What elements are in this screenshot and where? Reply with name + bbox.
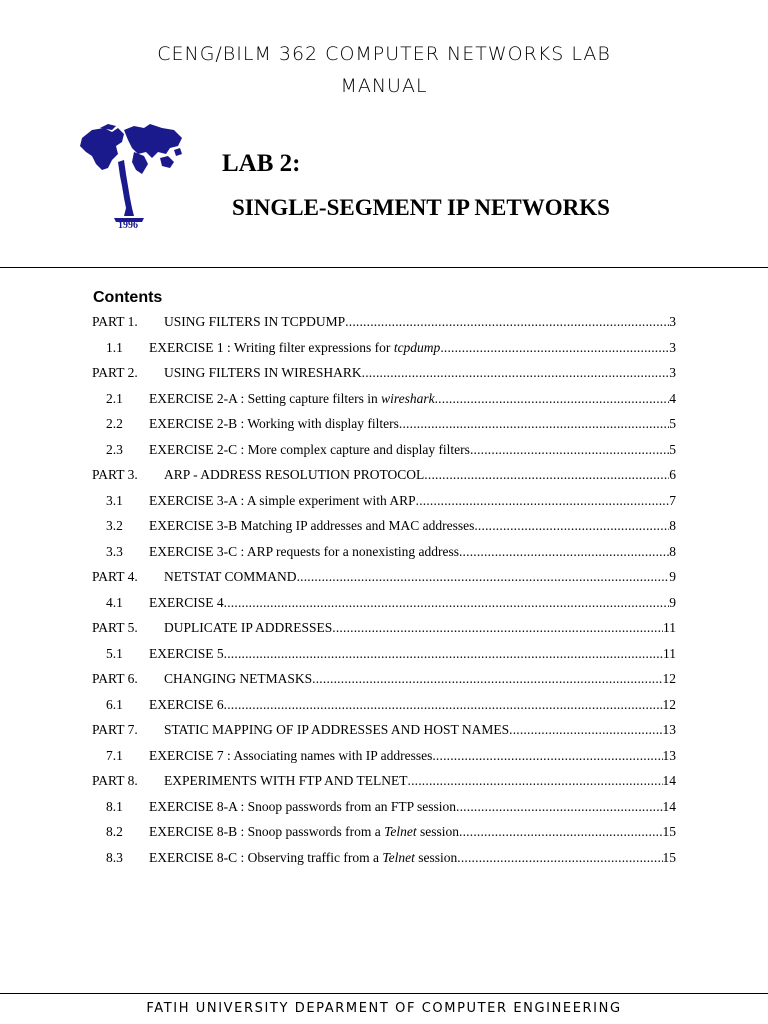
toc-entry-number: 8.2	[106, 824, 123, 839]
logo-year: 1996	[118, 220, 138, 231]
toc-page-number: 9	[669, 594, 676, 610]
toc-leader-dots	[312, 668, 662, 690]
toc-page-number: 12	[662, 671, 676, 686]
toc-entry-title	[149, 694, 224, 716]
toc-part-entry[interactable]	[92, 566, 676, 592]
toc-part-entry[interactable]	[92, 362, 676, 388]
toc-exercise-entry[interactable]	[92, 821, 676, 847]
toc-entry-number: 1.1	[106, 339, 123, 355]
toc-page-number: 11	[663, 620, 676, 635]
toc-entry-number: PART 4.	[92, 569, 138, 584]
toc-entry-title	[149, 413, 399, 435]
toc-page-number: 5	[669, 441, 676, 457]
toc-part-entry[interactable]	[92, 464, 676, 490]
toc-leader-dots	[457, 847, 662, 869]
toc-entry-number: 5.1	[106, 645, 123, 661]
toc-exercise-entry[interactable]	[92, 592, 676, 618]
toc-exercise-entry[interactable]	[92, 337, 676, 363]
toc-exercise-entry[interactable]	[92, 694, 676, 720]
toc-entry-number: PART 3.	[92, 467, 138, 482]
toc-page-number: 11	[663, 645, 676, 661]
toc-entry-title-italic: wireshark	[381, 390, 435, 406]
toc-exercise-entry[interactable]	[92, 388, 676, 414]
toc-page-number: 6	[669, 467, 676, 482]
toc-leader-dots	[345, 311, 669, 333]
toc-entry-title	[164, 668, 312, 690]
toc-leader-dots	[297, 566, 670, 588]
toc-entry-number: PART 6.	[92, 671, 138, 686]
document-title-line-1: CENG/BILM 362 COMPUTER NETWORKS LAB	[157, 43, 611, 65]
toc-page-number: 3	[669, 339, 676, 355]
document-title-line-2: MANUAL	[340, 75, 428, 97]
toc-leader-dots	[332, 617, 663, 639]
toc-exercise-entry[interactable]	[92, 541, 676, 567]
toc-leader-dots	[474, 515, 669, 537]
toc-leader-dots	[432, 745, 662, 767]
toc-entry-title-text: DUPLICATE IP ADDRESSES	[164, 620, 333, 635]
toc-entry-title-italic: tcpdump	[393, 339, 441, 355]
toc-entry-title-text: EXPERIMENTS WITH FTP AND TELNET	[164, 773, 408, 788]
footer-divider	[0, 993, 768, 994]
toc-entry-number: PART 7.	[92, 722, 138, 737]
toc-page-number: 15	[662, 824, 676, 839]
university-logo-icon	[78, 122, 188, 234]
toc-part-entry[interactable]	[92, 668, 676, 694]
toc-entry-title	[164, 464, 424, 486]
toc-leader-dots	[440, 337, 669, 359]
toc-exercise-entry[interactable]	[92, 490, 676, 516]
toc-entry-title-text: EXERCISE 6	[149, 696, 224, 712]
toc-entry-title-text: EXERCISE 3-A : A simple experiment with ARP	[149, 492, 416, 508]
toc-entry-title-text: EXERCISE 2-B : Working with display filters	[149, 416, 399, 431]
toc-leader-dots	[408, 770, 663, 792]
toc-leader-dots	[459, 541, 669, 563]
toc-entry-title	[149, 337, 440, 359]
toc-part-entry[interactable]	[92, 311, 676, 337]
toc-page-number: 3	[669, 314, 676, 329]
toc-entry-title	[149, 821, 459, 843]
toc-entry-title	[149, 745, 432, 767]
toc-page-number: 8	[669, 518, 676, 533]
toc-entry-title-suffix: session	[416, 824, 460, 839]
toc-exercise-entry[interactable]	[92, 643, 676, 669]
toc-exercise-entry[interactable]	[92, 745, 676, 771]
toc-entry-title-text: EXERCISE 4	[149, 594, 224, 610]
toc-page-number: 4	[669, 390, 676, 406]
toc-leader-dots	[362, 362, 670, 384]
toc-leader-dots	[470, 439, 669, 461]
toc-entry-title	[149, 643, 224, 665]
lab-title: SINGLE-SEGMENT IP NETWORKS	[232, 195, 610, 220]
toc-entry-number: 3.3	[106, 543, 123, 559]
toc-entry-number: PART 2.	[92, 365, 138, 380]
toc-entry-title	[149, 388, 435, 410]
toc-page-number: 15	[662, 849, 676, 865]
toc-entry-number: 3.1	[106, 492, 123, 508]
toc-entry-title-text: EXERCISE 2-A : Setting capture filters in	[149, 390, 382, 406]
lab-number: LAB 2:	[222, 150, 301, 177]
toc-entry-number: 2.3	[106, 441, 123, 457]
toc-entry-title-text: CHANGING NETMASKS	[164, 671, 313, 686]
toc-entry-title	[164, 362, 362, 384]
toc-page-number: 13	[662, 722, 676, 737]
toc-entry-number: PART 1.	[92, 314, 138, 329]
toc-page-number: 12	[662, 696, 676, 712]
toc-entry-number: 3.2	[106, 518, 123, 533]
toc-leader-dots	[456, 796, 662, 818]
toc-entry-number: PART 8.	[92, 773, 138, 788]
toc-entry-title-text: EXERCISE 8-B : Snoop passwords from a	[149, 824, 385, 839]
toc-exercise-entry[interactable]	[92, 796, 676, 822]
toc-entry-title	[149, 515, 474, 537]
toc-page-number: 5	[669, 416, 676, 431]
toc-entry-title-text: EXERCISE 2-C : More complex capture and display filters	[149, 441, 470, 457]
document-title	[0, 38, 768, 102]
toc-entry-title	[164, 770, 408, 792]
toc-leader-dots	[399, 413, 669, 435]
toc-entry-number: 2.1	[106, 390, 123, 406]
toc-entry-title	[164, 719, 509, 741]
toc-leader-dots	[435, 388, 670, 410]
toc-entry-number: 4.1	[106, 594, 123, 610]
toc-entry-title-text: EXERCISE 5	[149, 645, 224, 661]
contents-heading: Contents	[93, 289, 163, 306]
toc-entry-title	[164, 617, 332, 639]
table-of-contents	[92, 311, 676, 872]
toc-leader-dots	[224, 592, 670, 614]
toc-entry-title-text: EXERCISE 1 : Writing filter expressions for	[149, 339, 394, 355]
toc-entry-title-italic: Telnet	[384, 824, 417, 839]
toc-page-number: 7	[669, 492, 676, 508]
toc-entry-title	[149, 592, 224, 614]
toc-part-entry[interactable]	[92, 770, 676, 796]
toc-exercise-entry[interactable]	[92, 439, 676, 465]
toc-part-entry[interactable]	[92, 719, 676, 745]
toc-entry-number: 7.1	[106, 747, 123, 763]
toc-entry-title	[149, 541, 459, 563]
toc-entry-title-text: EXERCISE 7 : Associating names with IP addresses	[149, 747, 433, 763]
toc-page-number: 14	[662, 798, 676, 814]
toc-entry-title-text: EXERCISE 3-C : ARP requests for a nonexisting address	[149, 543, 459, 559]
toc-entry-title-text: NETSTAT COMMAND	[164, 569, 297, 584]
toc-exercise-entry[interactable]	[92, 413, 676, 439]
toc-entry-title-suffix: session	[414, 849, 458, 865]
toc-part-entry[interactable]	[92, 617, 676, 643]
toc-page-number: 9	[669, 569, 676, 584]
toc-entry-title	[164, 566, 297, 588]
toc-leader-dots	[509, 719, 662, 741]
toc-entry-title-text: EXERCISE 8-A : Snoop passwords from an FTP session	[149, 798, 457, 814]
toc-entry-title-text: EXERCISE 8-C : Observing traffic from a	[149, 849, 383, 865]
toc-entry-title	[149, 439, 470, 461]
toc-entry-number: 6.1	[106, 696, 123, 712]
toc-page-number: 14	[662, 773, 676, 788]
toc-entry-title	[164, 311, 345, 333]
toc-entry-number: 8.3	[106, 849, 123, 865]
toc-exercise-entry[interactable]	[92, 847, 676, 873]
toc-entry-title-text: USING FILTERS IN TCPDUMP	[164, 314, 346, 329]
toc-leader-dots	[416, 490, 670, 512]
toc-entry-title-text: EXERCISE 3-B Matching IP addresses and MAC addresses	[149, 518, 475, 533]
toc-leader-dots	[424, 464, 669, 486]
world-map-tree-logo-icon	[78, 122, 188, 234]
toc-exercise-entry[interactable]	[92, 515, 676, 541]
toc-entry-title-text: STATIC MAPPING OF IP ADDRESSES AND HOST NAMES	[164, 722, 510, 737]
header-divider	[0, 267, 768, 268]
toc-leader-dots	[224, 694, 663, 716]
toc-leader-dots	[459, 821, 662, 843]
toc-leader-dots	[224, 643, 663, 665]
toc-page-number: 13	[662, 747, 676, 763]
toc-page-number: 8	[669, 543, 676, 559]
toc-entry-title-text: ARP - ADDRESS RESOLUTION PROTOCOL	[164, 467, 425, 482]
toc-entry-title-italic: Telnet	[382, 849, 415, 865]
toc-entry-number: PART 5.	[92, 620, 138, 635]
toc-entry-title-text: USING FILTERS IN WIRESHARK	[164, 365, 362, 380]
toc-entry-title	[149, 490, 416, 512]
footer-text: FATIH UNIVERSITY DEPARMENT OF COMPUTER ENGINEERING	[146, 1001, 622, 1016]
toc-entry-title	[149, 796, 456, 818]
toc-entry-number: 2.2	[106, 416, 123, 431]
toc-entry-number: 8.1	[106, 798, 123, 814]
toc-page-number: 3	[669, 365, 676, 380]
toc-entry-title	[149, 847, 457, 869]
